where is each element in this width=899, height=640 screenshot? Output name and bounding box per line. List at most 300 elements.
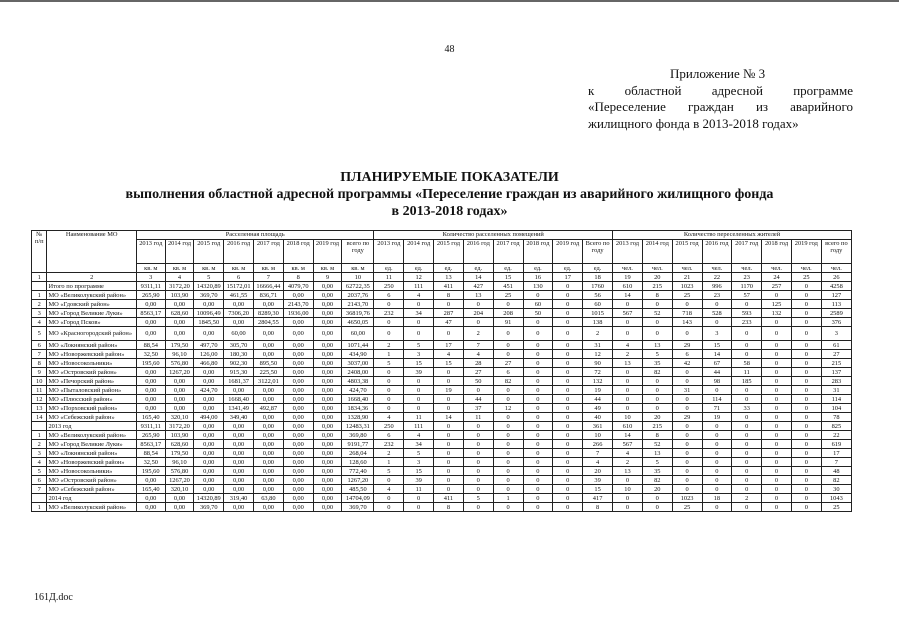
row-value: 628,60: [165, 309, 194, 318]
row-value: 0,00: [313, 395, 342, 404]
row-value: 0,00: [165, 377, 194, 386]
row-value: 369,70: [194, 503, 224, 512]
row-value: 0: [553, 350, 583, 359]
row-value: 0,00: [313, 368, 342, 377]
annex-line-3: «Переселение граждан из аварийного: [588, 99, 853, 114]
row-value: 0: [672, 467, 702, 476]
row-value: 1071,44: [342, 341, 374, 350]
row-number: 10: [32, 377, 47, 386]
row-value: 7306,20: [224, 309, 254, 318]
row-value: 82: [821, 476, 851, 485]
row-value: 2804,55: [253, 318, 283, 327]
document-subtitle-line-1: выполнения областной адресной программы «Переселение граждан из аварийного жилищного фонда: [125, 187, 774, 202]
row-value: 9311,11: [136, 282, 165, 291]
row-value: 0,00: [165, 395, 194, 404]
row-number: 9: [32, 368, 47, 377]
row-value: 0: [523, 395, 553, 404]
page-number: 48: [444, 44, 455, 55]
row-value: 772,40: [342, 467, 374, 476]
row-value: 36819,76: [342, 309, 374, 318]
row-value: 0: [523, 476, 553, 485]
row-value: 567: [613, 309, 643, 318]
row-value: 0: [434, 449, 464, 458]
row-value: 411: [434, 494, 464, 503]
row-value: 0,00: [194, 395, 224, 404]
row-value: 0,00: [136, 395, 165, 404]
row-value: 185: [732, 377, 762, 386]
row-mo-name: МО «Новосокольники»: [47, 467, 136, 476]
row-value: 1023: [672, 282, 702, 291]
row-value: 0: [553, 431, 583, 440]
row-value: 2143,70: [283, 300, 313, 309]
row-value: 8: [642, 431, 672, 440]
row-value: 4: [434, 350, 464, 359]
row-value: 14320,89: [194, 494, 224, 503]
row-value: 14: [613, 291, 643, 300]
row-value: 0: [404, 377, 434, 386]
row-value: 369,80: [342, 431, 374, 440]
row-number: 2: [32, 300, 47, 309]
row-value: 0,00: [253, 458, 283, 467]
row-value: 180,30: [224, 350, 254, 359]
row-value: 14: [613, 431, 643, 440]
indicators-table: [31, 230, 852, 512]
header-unit-cell: кв. м: [165, 264, 194, 273]
row-value: 127: [821, 291, 851, 300]
row-value: 52: [642, 440, 672, 449]
row-value: 60,00: [342, 327, 374, 341]
row-number: 5: [32, 467, 47, 476]
row-value: 1681,37: [224, 377, 254, 386]
row-value: 0: [762, 485, 792, 494]
row-value: 0: [553, 404, 583, 413]
header-column-number: 8: [283, 273, 313, 282]
row-value: 60: [523, 300, 553, 309]
row-value: 0: [791, 318, 821, 327]
row-value: 0: [553, 386, 583, 395]
table-row: [32, 341, 852, 350]
row-value: 0,00: [136, 503, 165, 512]
header-year-cell: 2019 год: [553, 240, 583, 264]
row-value: 15: [404, 359, 434, 368]
row-value: 1023: [672, 494, 702, 503]
row-value: 0: [553, 341, 583, 350]
header-year-cell: 2018 год: [283, 240, 313, 264]
row-value: 126,00: [194, 350, 224, 359]
row-value: 35: [642, 359, 672, 368]
row-value: 57: [732, 291, 762, 300]
row-value: 0,00: [194, 368, 224, 377]
row-value: 0: [463, 300, 493, 309]
row-value: 0,00: [313, 377, 342, 386]
row-value: 10096,49: [194, 309, 224, 318]
header-year-cell: 2014 год: [404, 240, 434, 264]
row-value: 15172,01: [224, 282, 254, 291]
row-value: 0: [791, 291, 821, 300]
row-value: 0: [523, 422, 553, 431]
row-value: 1341,49: [224, 404, 254, 413]
row-mo-name: МО «Великолукский район»: [47, 291, 136, 300]
row-value: 0: [732, 440, 762, 449]
row-value: 434,90: [342, 350, 374, 359]
row-value: 0: [434, 377, 464, 386]
row-value: 27: [493, 359, 523, 368]
table-row: [32, 494, 852, 503]
row-value: 165,40: [136, 485, 165, 494]
row-value: 37: [463, 404, 493, 413]
row-value: 0: [493, 476, 523, 485]
row-value: 0: [434, 404, 464, 413]
row-value: 4: [404, 431, 434, 440]
header-year-cell: 2016 год: [463, 240, 493, 264]
row-mo-name: МО «Новоржевский район»: [47, 350, 136, 359]
row-value: 0: [493, 485, 523, 494]
row-value: 96,10: [165, 350, 194, 359]
row-value: 0: [493, 350, 523, 359]
row-value: 0: [553, 318, 583, 327]
row-value: 1267,20: [342, 476, 374, 485]
header-year-cell: 2013 год: [374, 240, 404, 264]
row-value: 14704,09: [342, 494, 374, 503]
row-value: 18: [702, 494, 732, 503]
row-value: 14320,89: [194, 282, 224, 291]
header-year-cell: 2016 год: [702, 240, 732, 264]
row-value: 0: [553, 458, 583, 467]
row-value: 836,71: [253, 291, 283, 300]
row-value: 0: [702, 431, 732, 440]
row-number: 1: [32, 431, 47, 440]
row-value: 4: [583, 458, 613, 467]
row-number: 6: [32, 341, 47, 350]
row-value: 50: [463, 377, 493, 386]
annex-line-4: жилищного фонда в 2013-2018 годах»: [588, 115, 799, 131]
row-value: 0,00: [313, 440, 342, 449]
row-value: 0: [702, 476, 732, 485]
row-value: 19: [434, 386, 464, 395]
row-value: 3: [821, 327, 851, 341]
row-value: 0: [404, 503, 434, 512]
row-value: 13: [463, 291, 493, 300]
row-value: 0,00: [136, 318, 165, 327]
header-column-number: 12: [404, 273, 434, 282]
table-row: [32, 458, 852, 467]
header-area: Расселенная площадь: [136, 231, 374, 240]
row-value: 0,00: [283, 350, 313, 359]
table-row: [32, 377, 852, 386]
row-value: 1267,20: [165, 368, 194, 377]
row-value: 27: [463, 368, 493, 377]
row-value: 13: [642, 341, 672, 350]
header-column-number: 15: [493, 273, 523, 282]
row-value: 0: [404, 395, 434, 404]
row-value: 44: [583, 395, 613, 404]
row-value: 128,60: [342, 458, 374, 467]
row-value: 628,60: [165, 440, 194, 449]
row-value: 0,00: [283, 318, 313, 327]
header-unit-cell: ед.: [553, 264, 583, 273]
header-column-number: 5: [194, 273, 224, 282]
row-value: 1328,90: [342, 413, 374, 422]
row-value: 0: [791, 440, 821, 449]
row-value: 0: [463, 476, 493, 485]
row-value: 0,00: [224, 431, 254, 440]
row-value: 114: [702, 395, 732, 404]
row-value: 88,54: [136, 341, 165, 350]
row-value: 0: [642, 318, 672, 327]
row-value: 576,80: [165, 359, 194, 368]
row-value: 0: [374, 494, 404, 503]
header-unit-cell: чел.: [702, 264, 732, 273]
row-value: 320,10: [165, 413, 194, 422]
row-value: 0: [553, 359, 583, 368]
row-value: 6: [374, 291, 404, 300]
row-value: 0: [672, 440, 702, 449]
row-value: 0: [374, 377, 404, 386]
row-value: 0,00: [194, 476, 224, 485]
row-value: 8289,30: [253, 309, 283, 318]
row-value: 0: [762, 422, 792, 431]
row-value: 0,00: [224, 318, 254, 327]
row-number: 12: [32, 395, 47, 404]
row-value: 0: [732, 458, 762, 467]
row-value: 0: [523, 431, 553, 440]
row-value: 0: [523, 350, 553, 359]
header-column-number: 2: [47, 273, 136, 282]
row-value: 0: [732, 413, 762, 422]
row-value: 0,00: [253, 485, 283, 494]
row-value: 0: [791, 309, 821, 318]
row-value: 2589: [821, 309, 851, 318]
row-mo-name: МО «Островский район»: [47, 476, 136, 485]
table-row: [32, 282, 852, 291]
row-value: 0,00: [136, 476, 165, 485]
row-value: 10: [583, 431, 613, 440]
row-value: 0,00: [224, 485, 254, 494]
row-value: 0: [613, 476, 643, 485]
row-number: 14: [32, 413, 47, 422]
row-value: 2: [613, 458, 643, 467]
row-value: 143: [672, 318, 702, 327]
row-value: 19: [583, 386, 613, 395]
row-value: 466,80: [194, 359, 224, 368]
row-value: 0: [642, 377, 672, 386]
header-column-number: 19: [613, 273, 643, 282]
table-row: [32, 386, 852, 395]
row-value: 0,00: [283, 413, 313, 422]
row-value: 0: [672, 368, 702, 377]
row-value: 0: [732, 386, 762, 395]
header-column-number: 11: [374, 273, 404, 282]
row-value: 130: [523, 282, 553, 291]
row-value: 2037,76: [342, 291, 374, 300]
row-value: 0,00: [224, 300, 254, 309]
row-value: 0: [493, 458, 523, 467]
row-value: 0,00: [194, 431, 224, 440]
row-value: 0: [791, 386, 821, 395]
row-mo-name: МО «Локнянский район»: [47, 341, 136, 350]
row-mo-name: 2014 год: [47, 494, 136, 503]
row-value: 0,00: [313, 359, 342, 368]
row-value: 0: [404, 300, 434, 309]
row-value: 895,50: [253, 359, 283, 368]
row-value: 5: [463, 494, 493, 503]
row-value: 0: [434, 485, 464, 494]
row-value: 0: [732, 503, 762, 512]
row-value: 0: [762, 431, 792, 440]
row-value: 208: [493, 309, 523, 318]
row-value: 0: [493, 431, 523, 440]
row-value: 0: [434, 476, 464, 485]
row-value: 0: [762, 350, 792, 359]
row-value: 0,00: [194, 300, 224, 309]
row-value: 10: [613, 413, 643, 422]
row-value: 0,00: [313, 413, 342, 422]
row-value: 0,00: [224, 449, 254, 458]
row-value: 29: [672, 341, 702, 350]
row-value: 34: [404, 309, 434, 318]
row-value: 1: [493, 494, 523, 503]
row-value: 0: [613, 318, 643, 327]
row-value: 0: [463, 440, 493, 449]
row-value: 103,90: [165, 291, 194, 300]
row-value: 15: [702, 341, 732, 350]
row-value: 0: [791, 282, 821, 291]
indicators-table-body: [32, 231, 852, 512]
table-row: [32, 476, 852, 485]
row-value: 0: [553, 440, 583, 449]
row-value: 0: [672, 327, 702, 341]
header-year-cell: 2015 год: [194, 240, 224, 264]
table-row: [32, 503, 852, 512]
header-column-number: 20: [642, 273, 672, 282]
row-number: 1: [32, 291, 47, 300]
row-value: 233: [732, 318, 762, 327]
table-row: [32, 368, 852, 377]
annex-line-2: к областной адресной программе: [588, 82, 853, 98]
row-value: 31: [583, 341, 613, 350]
row-value: 5: [642, 350, 672, 359]
header-year-cell: всего по году: [821, 240, 851, 264]
row-mo-name: МО «Новосокольники»: [47, 359, 136, 368]
row-value: 0: [553, 395, 583, 404]
row-value: 0: [613, 503, 643, 512]
row-mo-name: МО «Новоржевский район»: [47, 458, 136, 467]
row-value: 132: [583, 377, 613, 386]
row-value: 1834,36: [342, 404, 374, 413]
row-value: 0: [613, 377, 643, 386]
row-value: 232: [374, 309, 404, 318]
row-value: 0: [434, 440, 464, 449]
header-column-number: 7: [253, 273, 283, 282]
row-value: 0: [732, 485, 762, 494]
row-value: 0: [434, 467, 464, 476]
row-value: 2: [583, 327, 613, 341]
row-value: 8: [434, 503, 464, 512]
row-value: 0: [762, 395, 792, 404]
header-column-number: 14: [463, 273, 493, 282]
row-value: 0,00: [136, 494, 165, 503]
row-mo-name: МО «Локнянский район»: [47, 449, 136, 458]
row-value: 0: [791, 503, 821, 512]
row-value: 0,00: [313, 422, 342, 431]
row-mo-name: МО «Красногородский район»: [47, 327, 136, 341]
row-value: 0,00: [313, 291, 342, 300]
row-mo-name: МО «Печорский район»: [47, 377, 136, 386]
header-unit-cell: чел.: [642, 264, 672, 273]
row-value: 0: [613, 300, 643, 309]
row-value: 0,00: [313, 485, 342, 494]
header-unit-cell: кв. м: [194, 264, 224, 273]
row-value: 0: [493, 449, 523, 458]
row-value: 4: [613, 341, 643, 350]
row-value: 11: [732, 368, 762, 377]
header-year-cell: 2015 год: [434, 240, 464, 264]
header-year-cell: 2014 год: [642, 240, 672, 264]
row-value: 33: [732, 404, 762, 413]
row-value: 12483,31: [342, 422, 374, 431]
row-value: 5: [642, 458, 672, 467]
row-value: 2: [374, 449, 404, 458]
row-value: 494,00: [194, 413, 224, 422]
row-value: 0: [732, 341, 762, 350]
row-value: 0,00: [136, 300, 165, 309]
row-value: 4803,38: [342, 377, 374, 386]
row-value: 0: [553, 503, 583, 512]
row-value: 0: [642, 395, 672, 404]
row-value: 0: [523, 458, 553, 467]
row-value: 52: [642, 309, 672, 318]
row-value: 0,00: [165, 318, 194, 327]
row-value: 215: [642, 282, 672, 291]
row-value: 0: [434, 422, 464, 431]
row-value: 0: [642, 503, 672, 512]
row-value: 0: [493, 503, 523, 512]
row-value: 0,00: [253, 503, 283, 512]
row-value: 0: [702, 449, 732, 458]
row-value: 0: [553, 422, 583, 431]
row-value: 718: [672, 309, 702, 318]
row-value: 0,00: [283, 485, 313, 494]
header-year-cell: 2013 год: [613, 240, 643, 264]
row-value: 0,00: [165, 503, 194, 512]
row-value: 0,00: [313, 431, 342, 440]
row-value: 0,00: [313, 300, 342, 309]
row-value: 0: [642, 300, 672, 309]
row-value: 44: [463, 395, 493, 404]
row-value: 56: [583, 291, 613, 300]
row-value: 61: [821, 341, 851, 350]
row-value: 0: [374, 395, 404, 404]
row-value: 16666,44: [253, 282, 283, 291]
row-value: 0: [762, 341, 792, 350]
header-column-number: 26: [821, 273, 851, 282]
table-row: [32, 413, 852, 422]
row-value: 6: [493, 368, 523, 377]
row-value: 0: [642, 327, 672, 341]
row-value: 111: [404, 282, 434, 291]
row-value: 39: [583, 476, 613, 485]
row-value: 593: [732, 309, 762, 318]
row-value: 0,00: [136, 377, 165, 386]
row-value: 20: [642, 485, 672, 494]
row-value: 0: [762, 413, 792, 422]
row-value: 0,00: [283, 404, 313, 413]
row-value: 0: [702, 300, 732, 309]
row-value: 0,00: [283, 449, 313, 458]
table-row: [32, 485, 852, 494]
row-value: 9191,77: [342, 440, 374, 449]
row-value: 0: [493, 467, 523, 476]
